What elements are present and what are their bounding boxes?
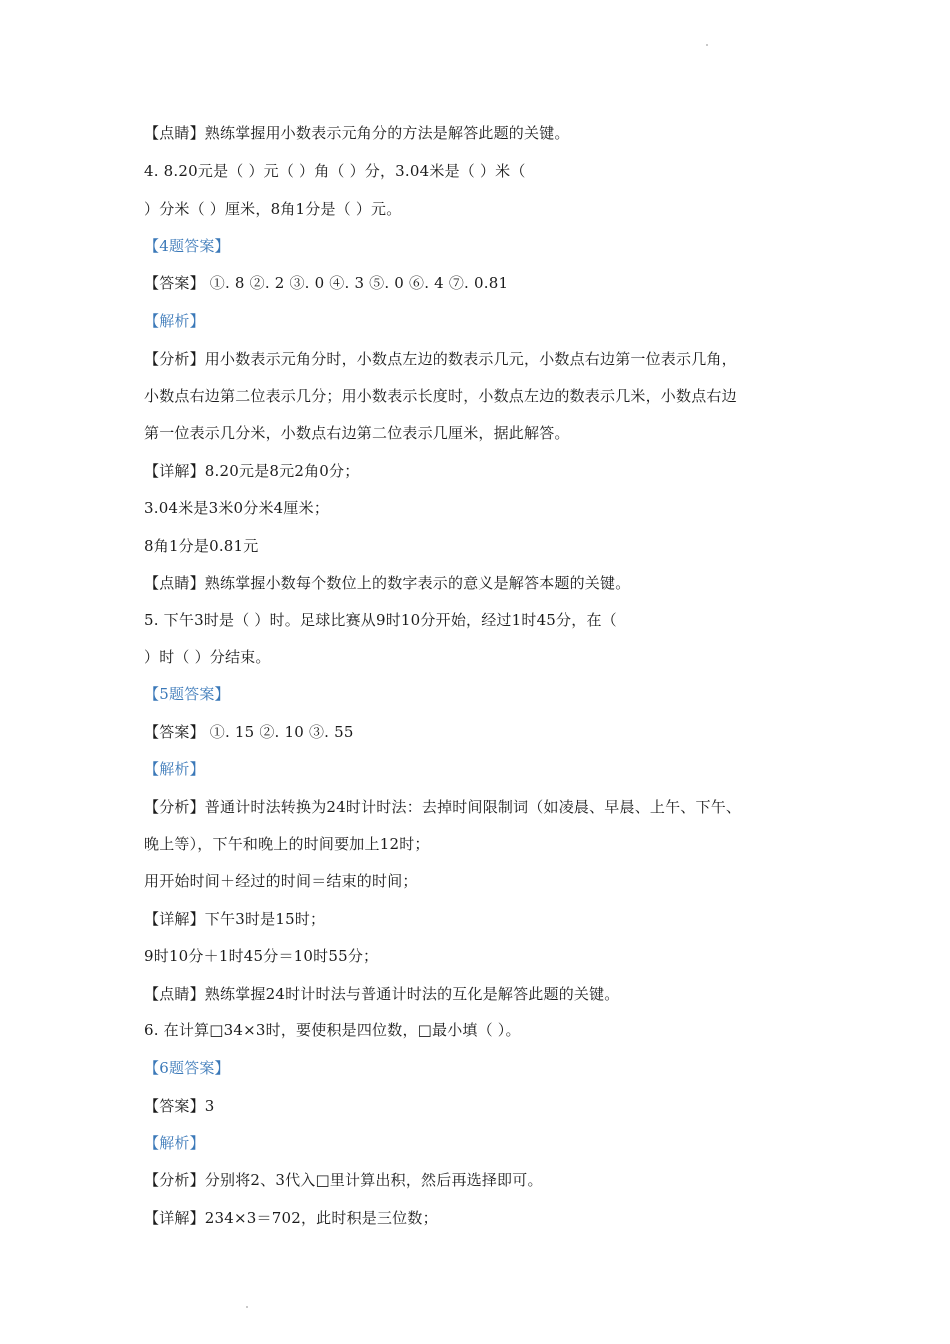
analysis-line-6-1: 【分析】分别将2、3代入□里计算出积，然后再选择即可。 [144,1171,543,1189]
tip-line: 【点睛】熟练掌握用小数表示元角分的方法是解答此题的关键。 [144,124,570,142]
answer-heading-5: 【5题答案】 [144,685,230,703]
analysis-heading-6: 【解析】 [144,1134,205,1152]
question-6-line-1: 6. 在计算□34×3时，要使积是四位数，□最小填（ ）。 [144,1021,521,1039]
analysis-line-5-1: 【分析】普通计时法转换为24时计时法：去掉时间限制词（如凌晨、早晨、上午、下午、 [144,798,742,816]
answer-line-6: 【答案】3 [144,1097,215,1115]
detail-line-4-1: 【详解】8.20元是8元2角0分； [144,462,360,480]
question-5-line-1: 5. 下午3时是（ ）时。足球比赛从9时10分开始，经过1时45分，在（ [144,611,617,629]
question-4-line-1: 4. 8.20元是（ ）元（ ）角（ ）分，3.04米是（ ）米（ [144,162,526,180]
corner-mark-top [706,44,708,46]
analysis-line-4-3: 第一位表示几分米，小数点右边第二位表示几厘米，据此解答。 [144,424,570,442]
analysis-line-4-2: 小数点右边第二位表示几分；用小数表示长度时，小数点左边的数表示几米，小数点右边 [144,387,737,405]
analysis-heading-5: 【解析】 [144,760,205,778]
answer-line-5: 【答案】 ①. 15 ②. 10 ③. 55 [144,723,354,741]
detail-line-4-2: 3.04米是3米0分米4厘米； [144,499,330,517]
corner-mark-bottom [246,1306,248,1308]
detail-line-5-2: 9时10分＋1时45分＝10时55分； [144,947,379,965]
tip-line-4: 【点睛】熟练掌握小数每个数位上的数字表示的意义是解答本题的关键。 [144,574,631,592]
answer-heading-6: 【6题答案】 [144,1059,230,1077]
analysis-line-5-3: 用开始时间＋经过的时间＝结束的时间； [144,872,418,890]
tip-line-5: 【点睛】熟练掌握24时计时法与普通计时法的互化是解答此题的关键。 [144,985,620,1003]
question-4-line-2: ）分米（ ）厘米，8角1分是（ ）元。 [144,200,402,218]
detail-line-4-3: 8角1分是0.81元 [144,537,259,555]
answer-line-4: 【答案】 ①. 8 ②. 2 ③. 0 ④. 3 ⑤. 0 ⑥. 4 ⑦. 0.81 [144,274,509,292]
question-5-line-2: ）时（ ）分结束。 [144,648,271,666]
answer-heading-4: 【4题答案】 [144,237,230,255]
detail-line-6-1: 【详解】234×3＝702，此时积是三位数； [144,1209,438,1227]
detail-line-5-1: 【详解】下午3时是15时； [144,910,326,928]
analysis-heading-4: 【解析】 [144,312,205,330]
analysis-line-4-1: 【分析】用小数表示元角分时，小数点左边的数表示几元，小数点右边第一位表示几角， [144,350,737,368]
analysis-line-5-2: 晚上等），下午和晚上的时间要加上12时； [144,835,430,853]
